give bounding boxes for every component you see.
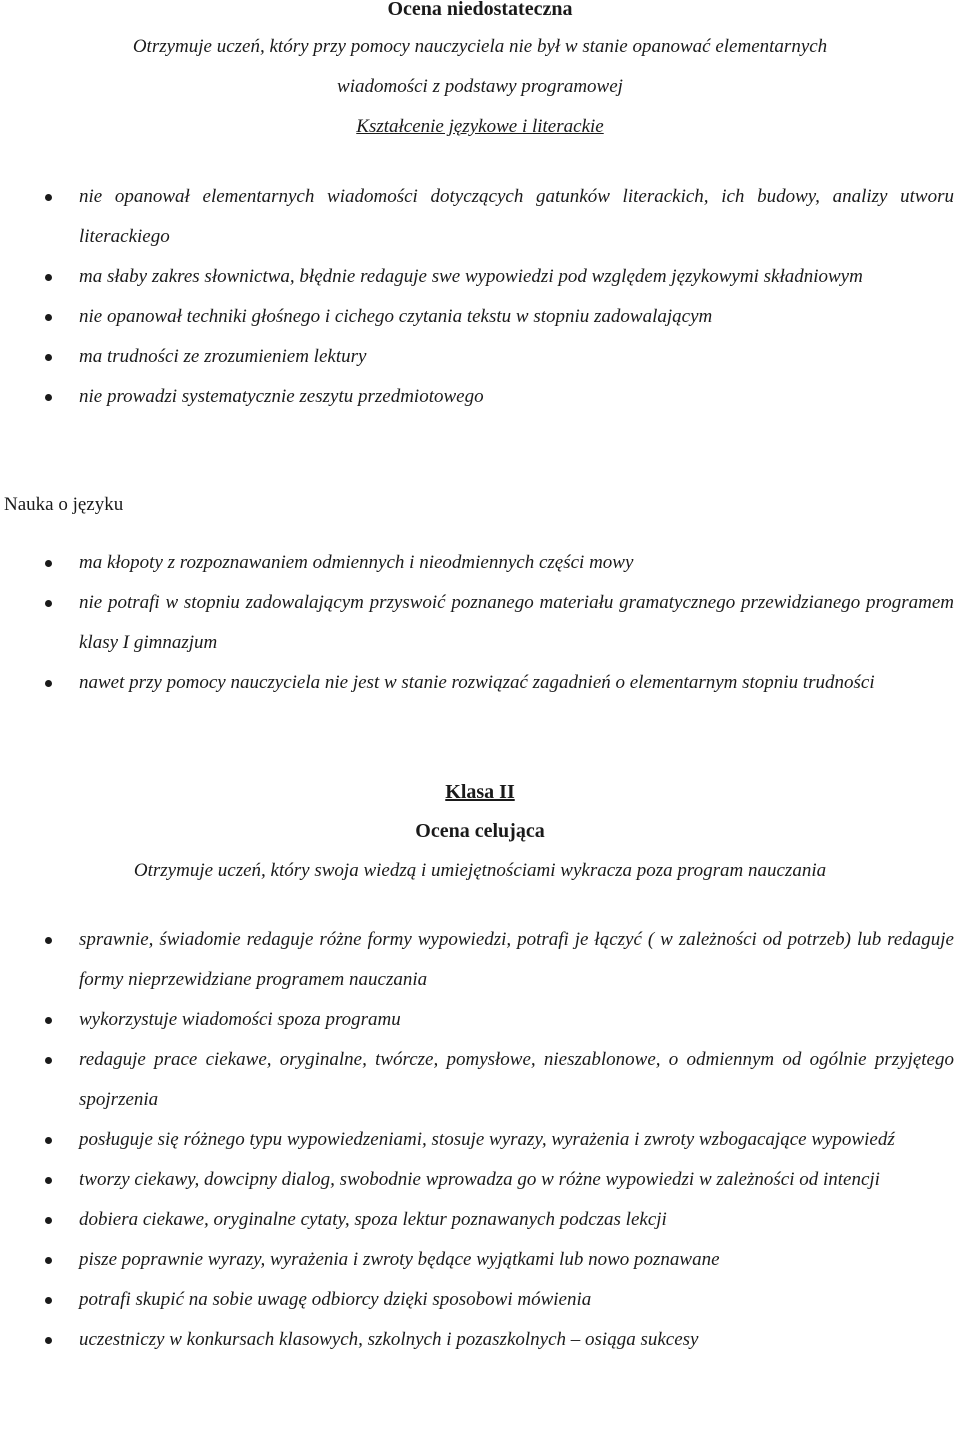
list-item: nie prowadzi systematycznie zeszytu przedmiotowego — [0, 377, 960, 417]
class-title: Klasa II — [445, 781, 515, 803]
list-item: wykorzystuje wiadomości spoza programu — [0, 1000, 960, 1040]
section1-intro-line2: wiadomości z podstawy programowej — [337, 76, 623, 97]
section1-title: Ocena niedostateczna — [387, 0, 573, 20]
section1-intro-line1: Otrzymuje uczeń, który przy pomocy nauczyciela nie był w stanie opanować elementarnych — [132, 36, 828, 57]
list-item: ma trudności ze zrozumieniem lektury — [0, 337, 960, 377]
language-list — [0, 543, 960, 703]
list-item: pisze poprawnie wyrazy, wyrażenia i zwroty będące wyjątkami lub nowo poznawane — [0, 1240, 960, 1280]
list-item: nie potrafi w stopniu zadowalającym przyswoić poznanego materiału gramatycznego przewidzianego programem klasy I gimnazjum — [0, 583, 960, 663]
list-item: uczestniczy w konkursach klasowych, szkolnych i pozaszkolnych – osiąga sukcesy — [0, 1320, 960, 1360]
section2-title: Ocena celująca — [415, 820, 545, 842]
list-item: dobiera ciekawe, oryginalne cytaty, spoza lektur poznawanych podczas lekcji — [0, 1200, 960, 1240]
list-item: posługuje się różnego typu wypowiedzeniami, stosuje wyrazy, wyrażenia i zwroty wzbogacające wypowiedź — [0, 1120, 960, 1160]
list-item: nawet przy pomocy nauczyciela nie jest w stanie rozwiązać zagadnień o elementarnym stopniu trudności — [0, 663, 960, 703]
section1-list — [0, 177, 960, 417]
list-item: sprawnie, świadomie redaguje różne formy wypowiedzi, potrafi je łączyć ( w zależności od potrzeb) lub redaguje formy nieprzewidziane programem nauczania — [0, 920, 960, 1000]
list-item: nie opanował elementarnych wiadomości dotyczących gatunków literackich, ich budowy, analizy utworu literackiego — [0, 177, 960, 257]
list-item: ma słaby zakres słownictwa, błędnie redaguje swe wypowiedzi pod względem językowymi składniowym — [0, 257, 960, 297]
list-item: tworzy ciekawy, dowcipny dialog, swobodnie wprowadza go w różne wypowiedzi w zależności od intencji — [0, 1160, 960, 1200]
list-item: redaguje prace ciekawe, oryginalne, twórcze, pomysłowe, nieszablonowe, o odmiennym od ogólnie przyjętego spojrzenia — [0, 1040, 960, 1120]
list-item: potrafi skupić na sobie uwagę odbiorcy dzięki sposobowi mówienia — [0, 1280, 960, 1320]
list-item: ma kłopoty z rozpoznawaniem odmiennych i nieodmiennych części mowy — [0, 543, 960, 583]
section2-intro: Otrzymuje uczeń, który swoja wiedzą i umiejętnościami wykracza poza program nauczania — [133, 860, 827, 881]
section1-subheading: Kształcenie językowe i literackie — [356, 116, 604, 137]
language-heading: Nauka o języku — [4, 494, 124, 515]
section2-list — [0, 920, 960, 1360]
list-item: nie opanował techniki głośnego i cichego czytania tekstu w stopniu zadowalającym — [0, 297, 960, 337]
